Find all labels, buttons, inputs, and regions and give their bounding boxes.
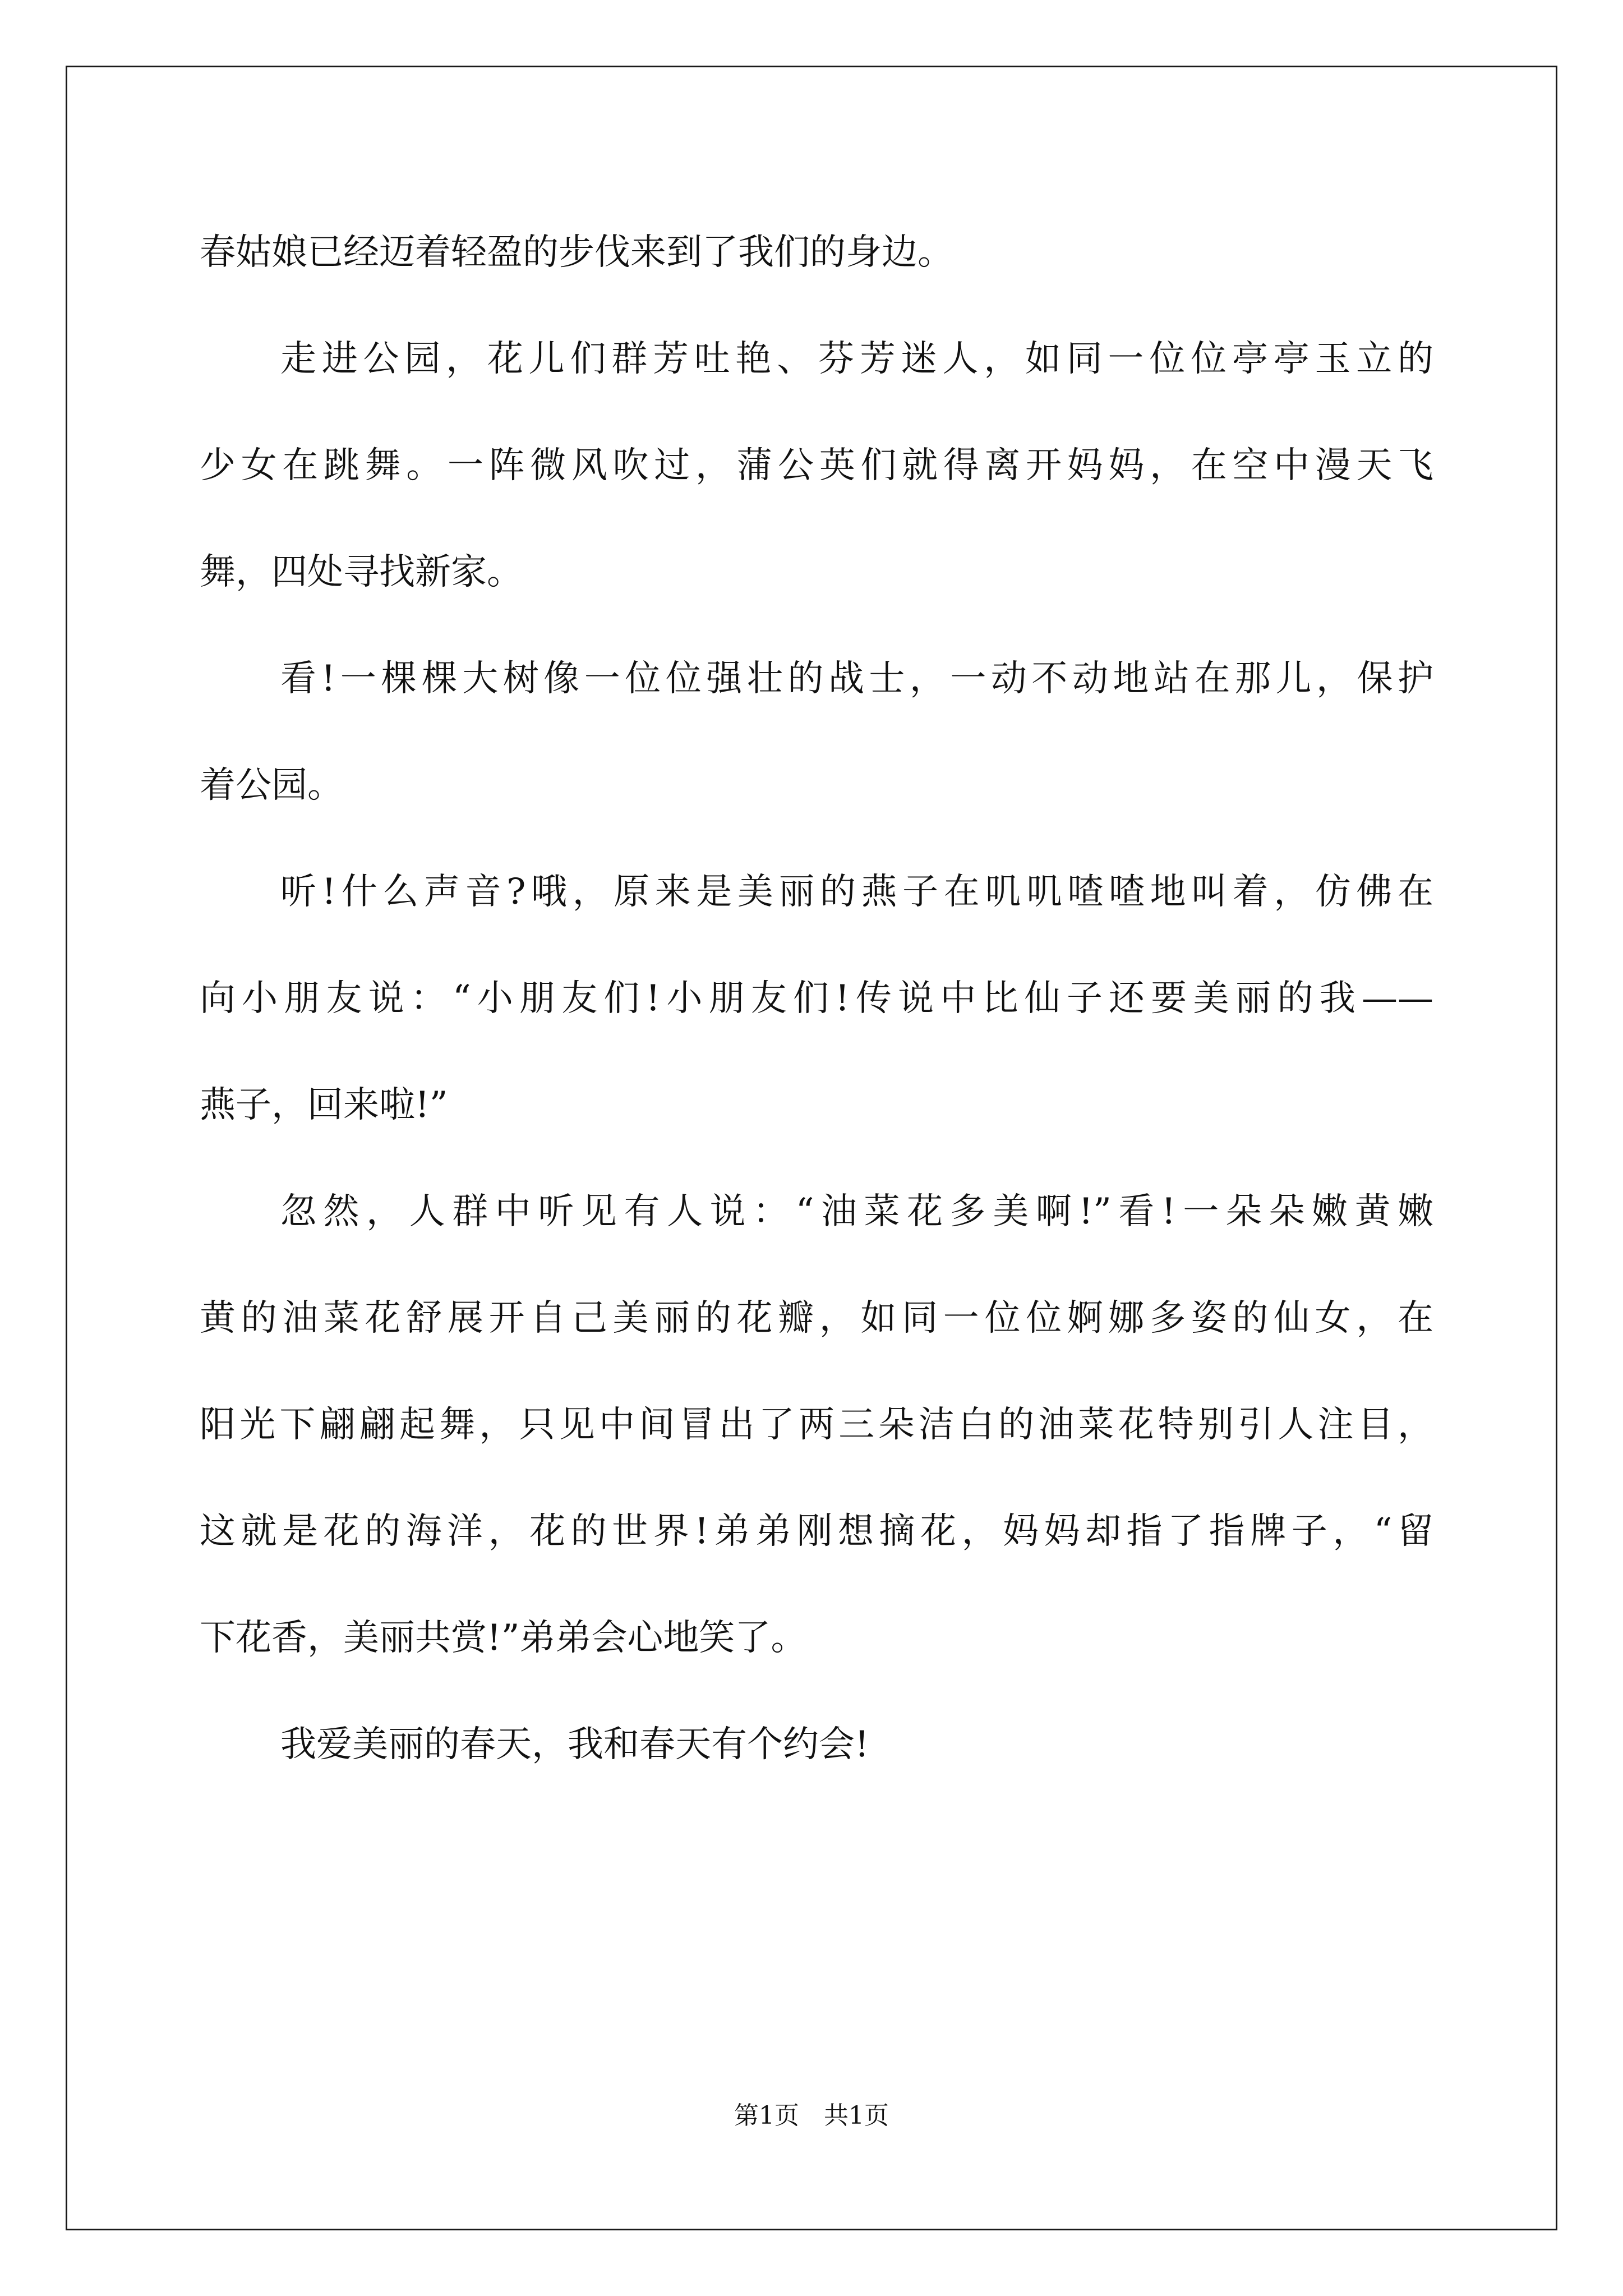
paragraph-2-line-2: 少女在跳舞。一阵微风吹过，蒲公英们就得离开妈妈，在空中漫天飞 — [200, 445, 1433, 486]
paragraph-2-line-3: 舞，四处寻找新家。 — [200, 551, 523, 593]
paragraph-4-line-3: 燕子，回来啦!” — [200, 1084, 448, 1126]
paragraph-5-line-2: 黄的油菜花舒展开自己美丽的花瓣，如同一位位婀娜多姿的仙女，在 — [200, 1297, 1433, 1339]
page-total: 共1页 — [824, 2101, 889, 2130]
paragraph-3-line-1: 看!一棵棵大树像一位位强壮的战士，一动不动地站在那儿，保护 — [280, 658, 1433, 700]
paragraph-4-line-1: 听!什么声音?哦，原来是美丽的燕子在叽叽喳喳地叫着，仿佛在 — [280, 871, 1433, 913]
paragraph-5-line-3: 阳光下翩翩起舞，只见中间冒出了两三朵洁白的油菜花特别引人注目， — [200, 1404, 1433, 1446]
paragraph-4-line-2: 向小朋友说：“小朋友们!小朋友们!传说中比仙子还要美丽的我—— — [200, 978, 1433, 1019]
page-number: 第1页 — [734, 2101, 799, 2130]
paragraph-5-line-1: 忽然，人群中听见有人说：“油菜花多美啊!”看!一朵朵嫩黄嫩 — [280, 1191, 1433, 1232]
paragraph-2-line-1: 走进公园，花儿们群芳吐艳、芬芳迷人，如同一位位亭亭玉立的 — [280, 338, 1433, 380]
page-footer — [0, 2095, 1623, 2131]
paragraph-5-line-5: 下花香，美丽共赏!”弟弟会心地笑了。 — [200, 1617, 807, 1659]
paragraph-5-line-4: 这就是花的海洋，花的世界!弟弟刚想摘花，妈妈却指了指牌子，“留 — [200, 1511, 1433, 1552]
paragraph-6-line-1: 我爱美丽的春天，我和春天有个约会! — [280, 1724, 869, 1765]
paragraph-3-line-2: 着公园。 — [200, 765, 343, 806]
paragraph-1-line-1: 春姑娘已经迈着轻盈的步伐来到了我们的身边。 — [200, 232, 953, 273]
